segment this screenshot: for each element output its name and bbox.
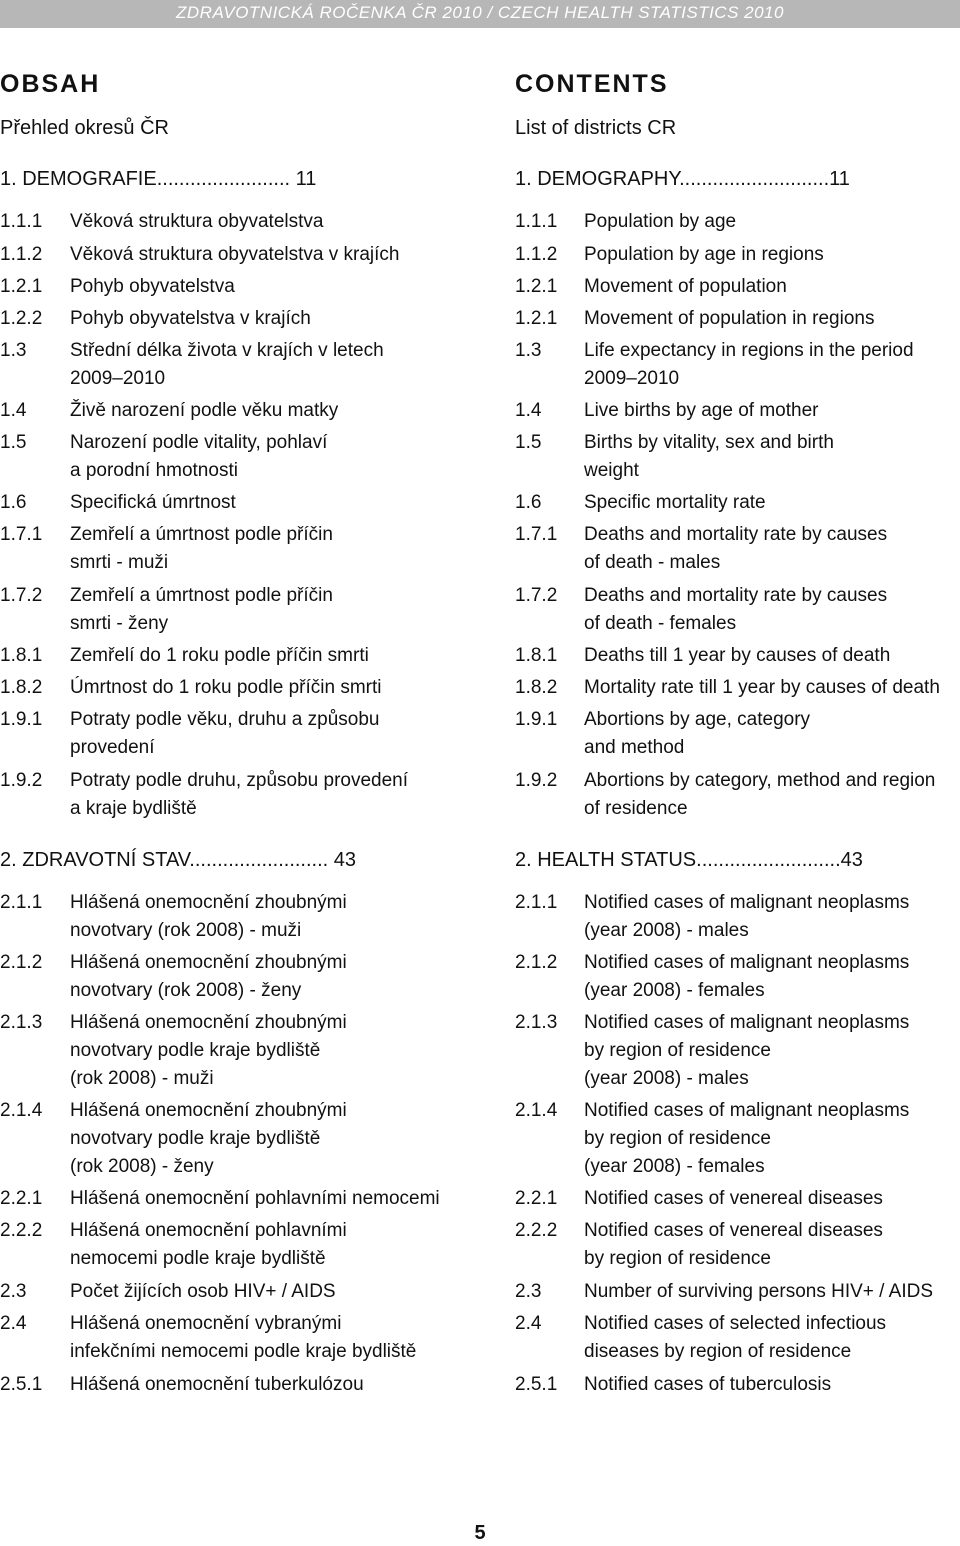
toc-entry-number: 1.7.1 xyxy=(0,524,43,545)
toc-entry-title xyxy=(584,767,935,823)
toc-entry-title-line: smrti - ženy xyxy=(70,613,169,634)
toc-entry-title-line: Úmrtnost do 1 roku podle příčin smrti xyxy=(70,677,382,698)
toc-entry-title xyxy=(584,397,818,425)
toc-entry-title-line: smrti - muži xyxy=(70,552,169,573)
toc-entry-title-line: a kraje bydliště xyxy=(70,798,197,819)
toc-entry-title-line: Potraty podle věku, druhu a způsobu xyxy=(70,709,380,730)
toc-entry-title xyxy=(70,1185,440,1213)
toc-entry-title-line: novotvary (rok 2008) - muži xyxy=(70,920,302,941)
toc-entry-number: 2.1.4 xyxy=(515,1100,558,1121)
toc-entry-title-line: Počet žijících osob HIV+ / AIDS xyxy=(70,1281,336,1302)
toc-entry-title-line: novotvary podle kraje bydliště xyxy=(70,1128,321,1149)
toc-section-heading[interactable] xyxy=(0,849,356,872)
toc-entry-number: 1.1.2 xyxy=(515,244,558,265)
toc-entry-number: 1.5 xyxy=(0,432,27,453)
toc-entry-title xyxy=(70,1097,347,1181)
toc-entry-title xyxy=(584,642,890,670)
toc-entry-number: 1.9.1 xyxy=(515,709,558,730)
toc-entry-title-line: Živě narození podle věku matky xyxy=(70,400,339,421)
toc-entry-title xyxy=(70,273,235,301)
toc-entry-title-line: of death - males xyxy=(584,552,721,573)
toc-entry-title-line: Abortions by category, method and region xyxy=(584,770,936,791)
toc-entry-title-line: novotvary (rok 2008) - ženy xyxy=(70,980,302,1001)
toc-entry-title xyxy=(584,1185,883,1213)
toc-entry-title-line: Věková struktura obyvatelstva xyxy=(70,211,324,232)
toc-entry-number: 2.1.2 xyxy=(515,952,558,973)
toc-entry-number: 2.2.1 xyxy=(515,1188,558,1209)
toc-entry-title xyxy=(584,889,909,945)
toc-entry-title-line: Population by age in regions xyxy=(584,244,824,265)
page-number: 5 xyxy=(474,1522,486,1544)
toc-section-heading[interactable] xyxy=(515,168,850,191)
section-leader-dots: .......................... xyxy=(696,849,841,871)
toc-entry-title-line: Mortality rate till 1 year by causes of death xyxy=(584,677,940,698)
toc-entry-title-line: Notified cases of venereal diseases xyxy=(584,1220,883,1241)
toc-entry-title-line: Pohyb obyvatelstva xyxy=(70,276,235,297)
toc-entry-title-line: Potraty podle druhu, způsobu provedení xyxy=(70,770,409,791)
toc-entry-title-line: a porodní hmotnosti xyxy=(70,460,238,481)
toc-entry-title-line: Hlášená onemocnění tuberkulózou xyxy=(70,1374,364,1395)
toc-entry-number: 1.2.1 xyxy=(0,276,43,297)
toc-entry-number: 2.3 xyxy=(515,1281,542,1302)
toc-entry-title xyxy=(70,674,382,702)
toc-entry-title-line: Life expectancy in regions in the period xyxy=(584,340,914,361)
toc-entry-number: 1.9.2 xyxy=(515,770,558,791)
toc-entry-number: 2.1.3 xyxy=(0,1012,43,1033)
section-leader-dots: ........................ xyxy=(156,168,291,190)
toc-entry-number: 2.3 xyxy=(0,1281,27,1302)
toc-entry-title-line: Zemřelí do 1 roku podle příčin smrti xyxy=(70,645,369,666)
toc-entry-title-line: (year 2008) - females xyxy=(584,980,765,1001)
toc-entry-number: 2.1.1 xyxy=(515,892,558,913)
toc-section-heading[interactable] xyxy=(515,849,863,872)
toc-entry-title xyxy=(70,949,347,1005)
toc-entry-title-line: diseases by region of residence xyxy=(584,1341,852,1362)
toc-entry-title xyxy=(70,208,323,236)
section-leader-dots: ........................... xyxy=(679,168,830,190)
toc-entry-title xyxy=(70,241,399,269)
toc-entry-title-line: Notified cases of malignant neoplasms xyxy=(584,1012,910,1033)
toc-entry-title-line: provedení xyxy=(70,737,155,758)
toc-entry-title xyxy=(70,582,333,638)
toc-entry-number: 1.1.1 xyxy=(515,211,558,232)
toc-entry-number: 1.7.2 xyxy=(0,585,43,606)
toc-entry-title-line: Hlášená onemocnění pohlavními xyxy=(70,1220,347,1241)
toc-entry-title xyxy=(584,582,887,638)
toc-entry-title-line: Specifická úmrtnost xyxy=(70,492,236,513)
toc-entry-title xyxy=(584,949,909,1005)
toc-entry-title xyxy=(584,674,940,702)
toc-entry-number: 1.4 xyxy=(515,400,542,421)
toc-entry-title-line: Notified cases of malignant neoplasms xyxy=(584,1100,910,1121)
toc-entry-title xyxy=(584,489,766,517)
toc-entry-title xyxy=(584,273,787,301)
toc-entry-title-line: Notified cases of malignant neoplasms xyxy=(584,892,910,913)
toc-entry-title-line: Notified cases of venereal diseases xyxy=(584,1188,883,1209)
toc-entry-title xyxy=(584,521,887,577)
toc-entry-title-line: Střední délka života v krajích v letech xyxy=(70,340,384,361)
toc-entry-title xyxy=(584,208,736,236)
toc-entry-title-line: Abortions by age, category xyxy=(584,709,811,730)
toc-entry-number: 1.3 xyxy=(515,340,542,361)
toc-entry-title-line: Hlášená onemocnění vybranými xyxy=(70,1313,342,1334)
toc-entry-number: 1.6 xyxy=(515,492,542,513)
toc-entry-number: 1.6 xyxy=(0,492,27,513)
toc-entry-number: 1.2.1 xyxy=(515,308,558,329)
toc-entry-number: 2.4 xyxy=(0,1313,27,1334)
toc-entry-number: 1.8.2 xyxy=(0,677,43,698)
section-leader-dots: ......................... xyxy=(189,849,329,871)
toc-subtitle-link[interactable]: List of districts CR xyxy=(515,117,677,139)
toc-entry-title-line: nemocemi podle kraje bydliště xyxy=(70,1248,326,1269)
toc-entry-title-line: of death - females xyxy=(584,613,737,634)
toc-entry-number: 2.2.2 xyxy=(515,1220,558,1241)
toc-entry-title-line: Movement of population in regions xyxy=(584,308,875,329)
section-label: 2. HEALTH STATUS xyxy=(515,849,697,871)
toc-entry-title-line: Deaths and mortality rate by causes xyxy=(584,524,888,545)
toc-entry-title-line: of residence xyxy=(584,798,688,819)
toc-entry-title-line: Population by age xyxy=(584,211,737,232)
toc-entry-title-line: Notified cases of malignant neoplasms xyxy=(584,952,910,973)
toc-entry-title-line: Notified cases of selected infectious xyxy=(584,1313,887,1334)
toc-entry-title-line: Hlášená onemocnění zhoubnými xyxy=(70,1100,347,1121)
toc-entry-title xyxy=(584,429,834,485)
toc-entry-title-line: Zemřelí a úmrtnost podle příčin xyxy=(70,585,333,606)
toc-entry-number: 1.2.2 xyxy=(0,308,43,329)
toc-entry-title-line: Live births by age of mother xyxy=(584,400,819,421)
toc-entry-title xyxy=(70,429,327,485)
toc-entry-title xyxy=(70,767,408,823)
toc-entry-title xyxy=(584,1278,933,1306)
toc-entry-title xyxy=(70,489,236,517)
toc-entry-title-line: by region of residence xyxy=(584,1040,771,1061)
toc-entry-number: 1.3 xyxy=(0,340,27,361)
toc-entry-title-line: Notified cases of tuberculosis xyxy=(584,1374,832,1395)
toc-entry-title-line: 2009–2010 xyxy=(584,368,680,389)
toc-entry-title xyxy=(70,1371,364,1399)
toc-entry-title xyxy=(584,706,810,762)
toc-entry-number: 2.1.4 xyxy=(0,1100,43,1121)
toc-entry-title-line: Hlášená onemocnění zhoubnými xyxy=(70,1012,347,1033)
toc-entry-number: 2.2.2 xyxy=(0,1220,43,1241)
toc-entry-number: 1.7.1 xyxy=(515,524,558,545)
toc-subtitle-link[interactable]: Přehled okresů ČR xyxy=(0,117,169,139)
toc-entry-title xyxy=(70,521,333,577)
toc-entry-title xyxy=(584,337,914,393)
toc-entry-title xyxy=(584,1009,909,1093)
toc-entry-number: 1.1.1 xyxy=(0,211,43,232)
toc-entry-number: 1.5 xyxy=(515,432,542,453)
toc-entry-title xyxy=(584,305,874,333)
toc-entry-title-line: by region of residence xyxy=(584,1248,771,1269)
toc-entry-title xyxy=(584,1217,883,1273)
toc-entry-title xyxy=(70,1310,416,1366)
section-page-number: 11 xyxy=(829,168,850,190)
running-header-title: ZDRAVOTNICKÁ ROČENKA ČR 2010 / CZECH HEALTH STATISTICS 2010 xyxy=(176,3,784,22)
section-page-number: 43 xyxy=(333,849,357,871)
toc-entry-title xyxy=(70,1009,347,1093)
toc-entry-title xyxy=(584,241,824,269)
toc-entry-title-line: (rok 2008) - muži xyxy=(70,1068,214,1089)
toc-entry-number: 1.2.1 xyxy=(515,276,558,297)
toc-entry-number: 1.1.2 xyxy=(0,244,43,265)
toc-title: CONTENTS xyxy=(515,70,669,98)
toc-entry-title-line: Hlášená onemocnění zhoubnými xyxy=(70,952,347,973)
toc-entry-title xyxy=(70,337,384,393)
toc-entry-title-line: Hlášená onemocnění pohlavními nemocemi xyxy=(70,1188,440,1209)
toc-entry-title xyxy=(70,1278,336,1306)
toc-entry-title xyxy=(70,889,347,945)
toc-entry-title-line: (year 2008) - males xyxy=(584,1068,749,1089)
toc-entry-title-line: Hlášená onemocnění zhoubnými xyxy=(70,892,347,913)
toc-entry-number: 1.7.2 xyxy=(515,585,558,606)
toc-entry-title-line: novotvary podle kraje bydliště xyxy=(70,1040,321,1061)
toc-entry-title-line: Specific mortality rate xyxy=(584,492,766,513)
toc-entry-number: 2.1.2 xyxy=(0,952,43,973)
toc-entry-number: 2.4 xyxy=(515,1313,542,1334)
toc-entry-title-line: Deaths till 1 year by causes of death xyxy=(584,645,891,666)
running-header-bar xyxy=(0,0,960,28)
toc-entry-title-line: Pohyb obyvatelstva v krajích xyxy=(70,308,311,329)
toc-entry-title-line: (year 2008) - males xyxy=(584,920,749,941)
toc-title: OBSAH xyxy=(0,70,101,98)
toc-entry-title-line: and method xyxy=(584,737,685,758)
toc-entry-title-line: Věková struktura obyvatelstva v krajích xyxy=(70,244,400,265)
toc-entry-title-line: 2009–2010 xyxy=(70,368,166,389)
toc-entry-number: 2.1.1 xyxy=(0,892,43,913)
toc-entry-title-line: Births by vitality, sex and birth xyxy=(584,432,834,453)
toc-entry-number: 1.8.1 xyxy=(515,645,558,666)
section-page-number: 43 xyxy=(840,849,863,871)
section-label: 1. DEMOGRAPHY xyxy=(515,168,680,190)
toc-entry-title xyxy=(70,397,338,425)
toc-entry-number: 1.9.2 xyxy=(0,770,43,791)
toc-entry-title-line: Number of surviving persons HIV+ / AIDS xyxy=(584,1281,934,1302)
toc-entry-number: 2.5.1 xyxy=(515,1374,558,1395)
toc-entry-title xyxy=(70,642,369,670)
toc-entry-title-line: by region of residence xyxy=(584,1128,771,1149)
toc-entry-number: 1.8.1 xyxy=(0,645,43,666)
toc-entry-number: 1.8.2 xyxy=(515,677,558,698)
toc-section-heading[interactable] xyxy=(0,168,316,191)
toc-entry-number: 2.2.1 xyxy=(0,1188,43,1209)
toc-entry-title-line: infekčními nemocemi podle kraje bydliště xyxy=(70,1341,417,1362)
toc-entry-title xyxy=(584,1310,886,1366)
toc-entry-number: 1.9.1 xyxy=(0,709,43,730)
toc-entry-title-line: (year 2008) - females xyxy=(584,1156,765,1177)
toc-entry-title xyxy=(70,706,379,762)
toc-entry-title-line: Deaths and mortality rate by causes xyxy=(584,585,888,606)
toc-entry-title-line: Narození podle vitality, pohlaví xyxy=(70,432,328,453)
toc-entry-title-line: Zemřelí a úmrtnost podle příčin xyxy=(70,524,333,545)
toc-entry-title xyxy=(584,1097,909,1181)
toc-entry-number: 2.5.1 xyxy=(0,1374,43,1395)
toc-entry-title xyxy=(70,305,311,333)
toc-entry-number: 2.1.3 xyxy=(515,1012,558,1033)
section-label: 1. DEMOGRAFIE xyxy=(0,168,157,190)
toc-entry-number: 1.4 xyxy=(0,400,27,421)
section-label: 2. ZDRAVOTNÍ STAV xyxy=(0,849,190,871)
toc-entry-title xyxy=(70,1217,347,1273)
toc-entry-title-line: (rok 2008) - ženy xyxy=(70,1156,214,1177)
toc-entry-title-line: weight xyxy=(584,460,639,481)
toc-entry-title-line: Movement of population xyxy=(584,276,787,297)
section-page-number: 11 xyxy=(295,168,317,190)
toc-entry-title xyxy=(584,1371,831,1399)
